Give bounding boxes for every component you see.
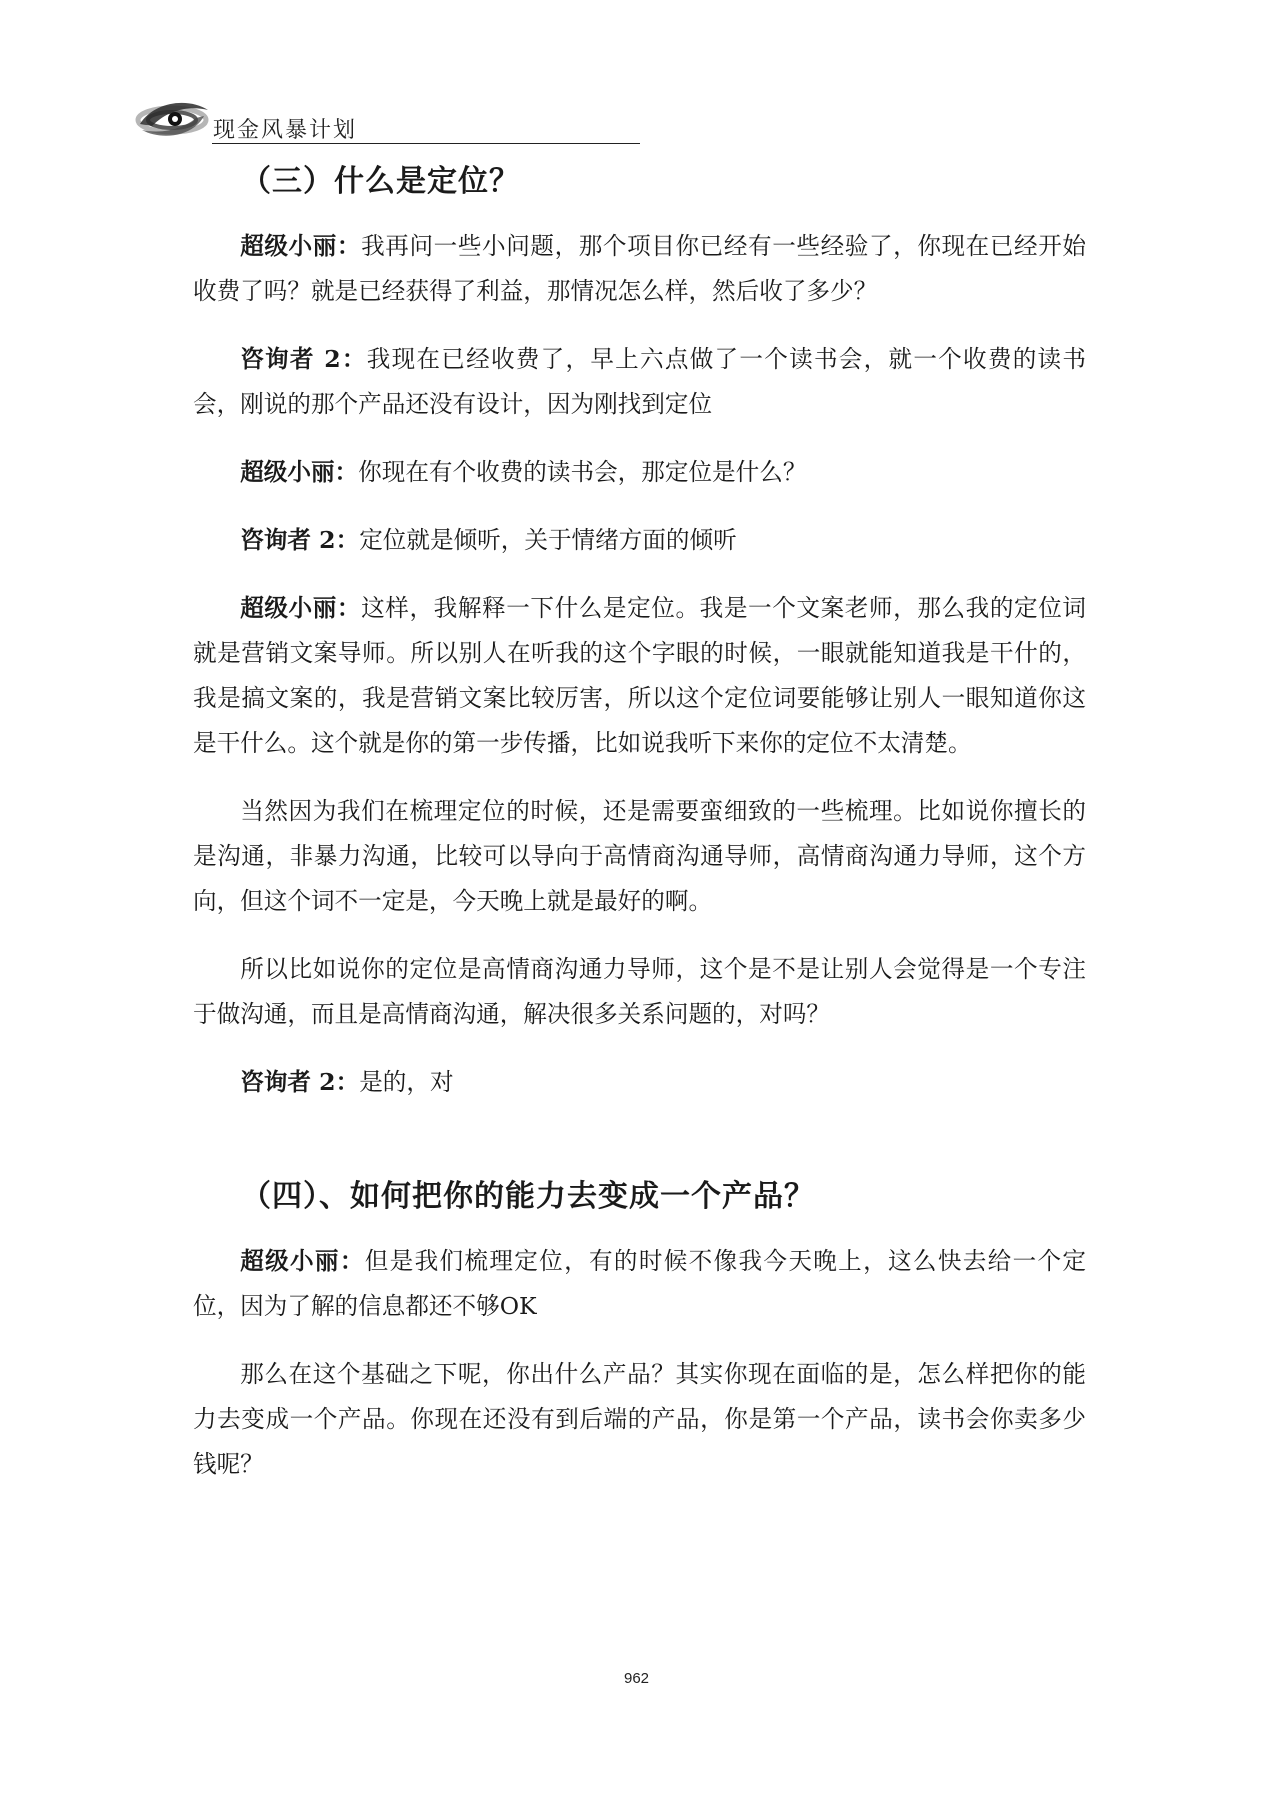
paragraph-text: 但是我们梳理定位，有的时候不像我今天晚上，这么快去给一个定位，因为了解的信息都还不够OK [193, 1247, 1086, 1320]
dialogue-paragraph [193, 586, 1086, 766]
paragraph-text: 定位就是倾听，关于情绪方面的倾听 [359, 526, 737, 554]
paragraph-text: 你现在有个收费的读书会，那定位是什么？ [358, 458, 807, 486]
page-header [130, 80, 640, 150]
speaker-label: 超级小丽： [240, 232, 362, 260]
paragraph-text: 所以比如说你的定位是高情商沟通力导师，这个是不是让别人会觉得是一个专注于做沟通，而且是高情商沟通，解决很多关系问题的，对吗？ [193, 955, 1086, 1028]
body-paragraph [193, 1352, 1086, 1487]
header-title: 现金风暴计划 [213, 118, 358, 143]
speaker-label: 超级小丽： [240, 1247, 365, 1275]
speaker-label: 咨询者 2： [240, 1068, 360, 1096]
speaker-label: 咨询者 2： [240, 526, 360, 554]
paragraph-text: 我再问一些小问题，那个项目你已经有一些经验了，你现在已经开始收费了吗？就是已经获得了利益，那情况怎么样，然后收了多少？ [193, 232, 1087, 305]
dialogue-paragraph [193, 337, 1086, 427]
speaker-label: 咨询者 2： [240, 345, 367, 373]
section-heading-4: （四）、如何把你的能力去变成一个产品？ [241, 1179, 815, 1214]
speaker-label: 超级小丽： [240, 458, 359, 486]
paragraph-text: 那么在这个基础之下呢，你出什么产品？其实你现在面临的是，怎么样把你的能力去变成一个产品。你现在还没有到后端的产品，你是第一个产品，读书会你卖多少钱呢？ [193, 1360, 1086, 1478]
paragraph-text: 是的，对 [359, 1068, 454, 1096]
dialogue-paragraph [193, 1060, 1086, 1105]
header-rule [212, 143, 640, 144]
body-paragraph [193, 947, 1086, 1037]
section-heading-3: （三）什么是定位？ [241, 164, 520, 199]
speaker-label: 超级小丽： [240, 594, 362, 622]
paragraph-text: 我现在已经收费了，早上六点做了一个读书会，就一个收费的读书会，刚说的那个产品还没有设计，因为刚找到定位 [193, 345, 1086, 418]
page-number: 962 [623, 1670, 650, 1687]
dialogue-paragraph [193, 224, 1086, 314]
dialogue-paragraph [193, 518, 1086, 563]
dialogue-paragraph [193, 450, 1086, 495]
paragraph-text: 当然因为我们在梳理定位的时候，还是需要蛮细致的一些梳理。比如说你擅长的是沟通，非暴力沟通，比较可以导向于高情商沟通导师，高情商沟通力导师，这个方向，但这个词不一定是，今天晚上就是最好的啊。 [193, 797, 1086, 915]
paragraph-text: 这样，我解释一下什么是定位。我是一个文案老师，那么我的定位词就是营销文案导师。所以别人在听我的这个字眼的时候，一眼就能知道我是干什的，我是搞文案的，我是营销文案比较厉害，所以这个定位词要能够让别人一眼知道你这是干什么。这个就是你的第一步传播，比如说我听下来你的定位不太清楚。 [193, 594, 1087, 757]
dialogue-paragraph [193, 1239, 1086, 1329]
document-body [193, 150, 1086, 1510]
body-paragraph [193, 789, 1086, 924]
